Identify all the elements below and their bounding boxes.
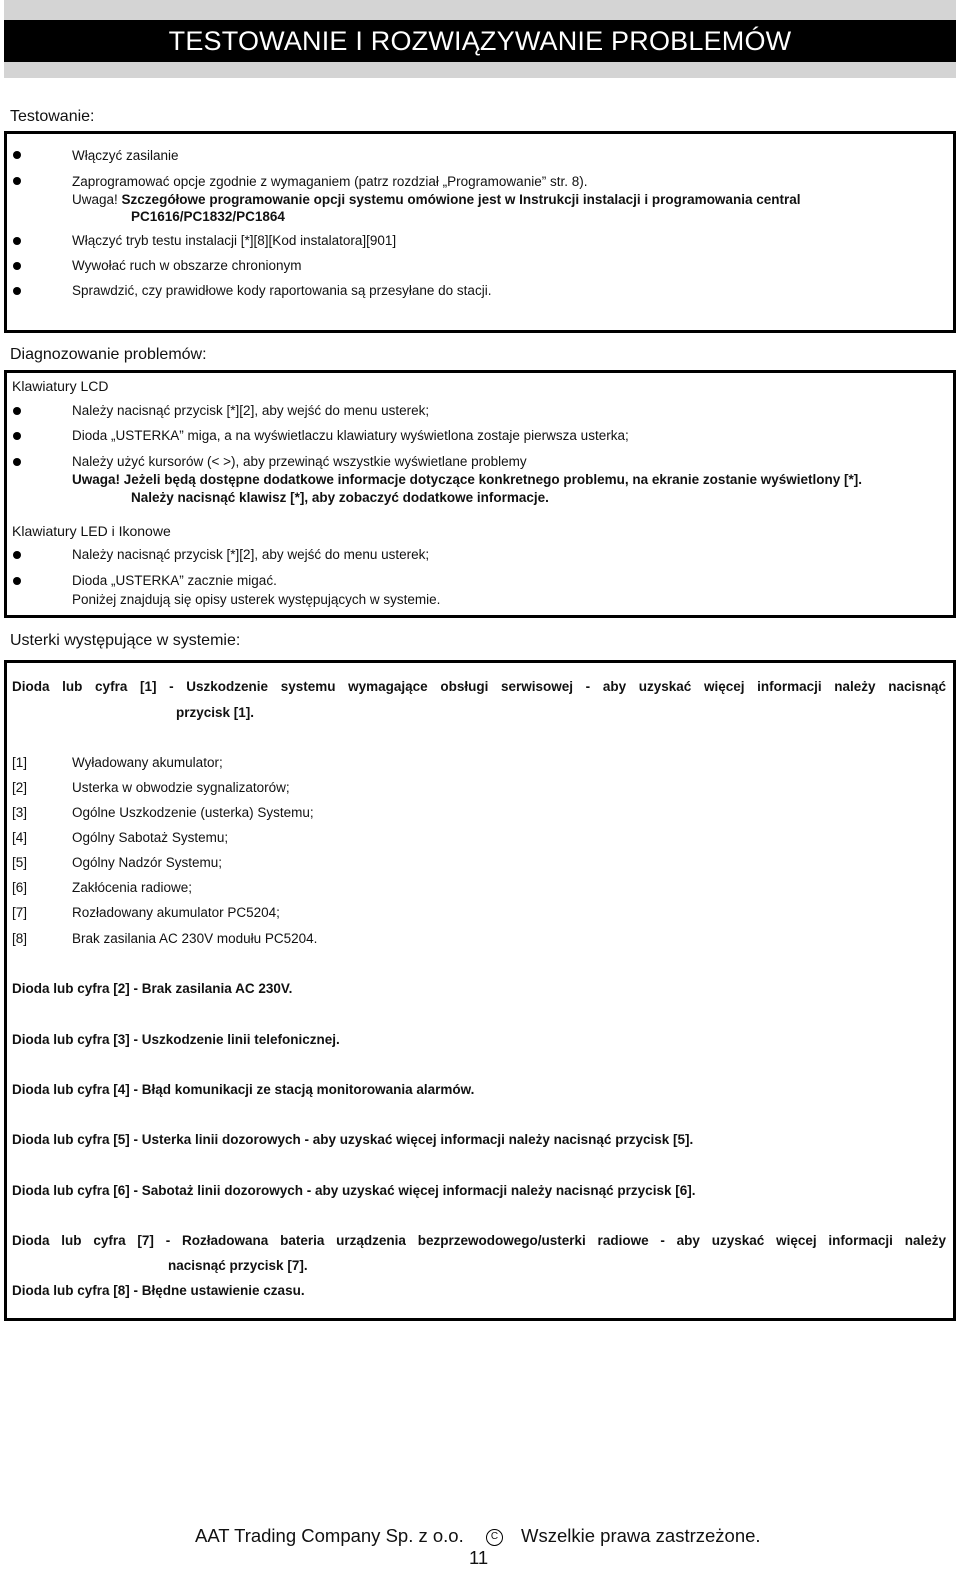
sub-item-text: Zakłócenia radiowe; — [72, 880, 193, 895]
sub-item-number: [6] — [12, 880, 28, 895]
testing-title: Testowanie: — [10, 108, 95, 125]
lcd-step-led: Dioda „USTERKA” miga, a na wyświetlaczu klawiatury wyświetlona zostaje pierwsza usterka; — [72, 428, 629, 443]
lcd-title: Klawiatury LCD — [12, 378, 109, 394]
fault-6: Dioda lub cyfra [6] - Sabotaż linii dozorowych - aby uzyskać więcej informacji należy nacisnąć przycisk [6]. — [12, 1183, 696, 1198]
sub-item-number: [1] — [12, 755, 28, 770]
fault-8: Dioda lub cyfra [8] - Błędne ustawienie czasu. — [12, 1283, 305, 1298]
bullet-icon — [13, 551, 21, 559]
bullet-icon — [13, 177, 21, 185]
lcd-note-text: Jeżeli będą dostępne dodatkowe informacje dotyczące konkretnego problemu, na ekranie zostanie wyświetlony [*]. — [123, 472, 862, 487]
lcd-note-line2: Należy nacisnąć klawisz [*], aby zobaczyć dodatkowe informacje. — [131, 490, 549, 505]
led-title: Klawiatury LED i Ikonowe — [12, 523, 171, 539]
fault-5: Dioda lub cyfra [5] - Usterka linii dozorowych - aby uzyskać więcej informacji należy nacisnąć przycisk [5]. — [12, 1132, 694, 1147]
led-step-desc: Poniżej znajdują się opisy usterek występujących w systemie. — [72, 592, 441, 607]
fault-7: Dioda lub cyfra [7] - Rozładowana bateria urządzenia bezprzewodowego/usterki radiowe - aby uzyskać więcej informacji należy — [12, 1233, 946, 1248]
testing-step-motion: Wywołać ruch w obszarze chronionym — [72, 258, 302, 273]
lcd-note — [72, 472, 862, 487]
bullet-icon — [13, 151, 21, 159]
footer-company: AAT Trading Company Sp. z o.o. — [195, 1525, 464, 1546]
bullet-icon — [13, 262, 21, 270]
sub-item-number: [3] — [12, 805, 28, 820]
bullet-icon — [13, 237, 21, 245]
sub-item-text: Rozładowany akumulator PC5204; — [72, 905, 280, 920]
note-label: Uwaga! — [72, 192, 118, 207]
note-models: PC1616/PC1832/PC1864 — [131, 209, 285, 224]
sub-item-number: [4] — [12, 830, 28, 845]
faults-title: Usterki występujące w systemie: — [10, 632, 241, 649]
testing-step-mode: Włączyć tryb testu instalacji [*][8][Kod instalatora][901] — [72, 233, 397, 248]
sub-item-number: [7] — [12, 905, 28, 920]
sub-item-number: [2] — [12, 780, 28, 795]
bullet-icon — [13, 458, 21, 466]
footer-rights: Wszelkie prawa zastrzeżone. — [521, 1525, 761, 1546]
sub-item-text: Usterka w obwodzie sygnalizatorów; — [72, 780, 290, 795]
bullet-icon — [13, 287, 21, 295]
sub-item-text: Brak zasilania AC 230V modułu PC5204. — [72, 931, 318, 946]
testing-step-verify: Sprawdzić, czy prawidłowe kody raportowania są przesyłane do stacji. — [72, 283, 492, 298]
testing-note — [72, 192, 800, 207]
sub-item-number: [5] — [12, 855, 28, 870]
sub-item-text: Wyładowany akumulator; — [72, 755, 223, 770]
bullet-icon — [13, 577, 21, 585]
bullet-icon — [13, 407, 21, 415]
led-step-blink: Dioda „USTERKA” zacznie migać. — [72, 573, 277, 588]
testing-step-program: Zaprogramować opcje zgodnie z wymaganiem (patrz rozdział „Programowanie” str. 8). — [72, 174, 588, 189]
testing-step-power: Włączyć zasilanie — [72, 148, 179, 163]
fault-4: Dioda lub cyfra [4] - Błąd komunikacji ze stacją monitorowania alarmów. — [12, 1082, 475, 1097]
lcd-step-menu: Należy nacisnąć przycisk [*][2], aby wejść do menu usterek; — [72, 403, 430, 418]
lcd-step-scroll: Należy użyć kursorów (< >), aby przewinąć wszystkie wyświetlane problemy — [72, 454, 527, 469]
fault-1: Dioda lub cyfra [1] - Uszkodzenie systemu wymagające obsługi serwisowej - aby uzyskać więcej informacji należy nacisnąć — [12, 679, 946, 694]
sub-item-number: [8] — [12, 931, 28, 946]
fault-2: Dioda lub cyfra [2] - Brak zasilania AC 230V. — [12, 981, 293, 996]
diagnosis-title: Diagnozowanie problemów: — [10, 346, 207, 363]
lcd-note-label: Uwaga! — [72, 472, 121, 487]
sub-item-text: Ogólne Uszkodzenie (usterka) Systemu; — [72, 805, 314, 820]
bullet-icon — [13, 432, 21, 440]
led-step-menu: Należy nacisnąć przycisk [*][2], aby wejść do menu usterek; — [72, 547, 430, 562]
sub-item-text: Ogólny Sabotaż Systemu; — [72, 830, 229, 845]
copyright-icon: C — [486, 1529, 503, 1546]
note-text: Szczegółowe programowanie opcji systemu omówione jest w Instrukcji instalacji i programowania central — [121, 192, 801, 207]
fault-3: Dioda lub cyfra [3] - Uszkodzenie linii telefonicznej. — [12, 1032, 340, 1047]
sub-item-text: Ogólny Nadzór Systemu; — [72, 855, 223, 870]
page-number: 11 — [469, 1547, 489, 1568]
fault-7-line2: nacisnąć przycisk [7]. — [168, 1258, 308, 1273]
page-title: TESTOWANIE I ROZWIĄZYWANIE PROBLEMÓW — [168, 26, 792, 56]
fault-1-line2: przycisk [1]. — [176, 705, 255, 720]
